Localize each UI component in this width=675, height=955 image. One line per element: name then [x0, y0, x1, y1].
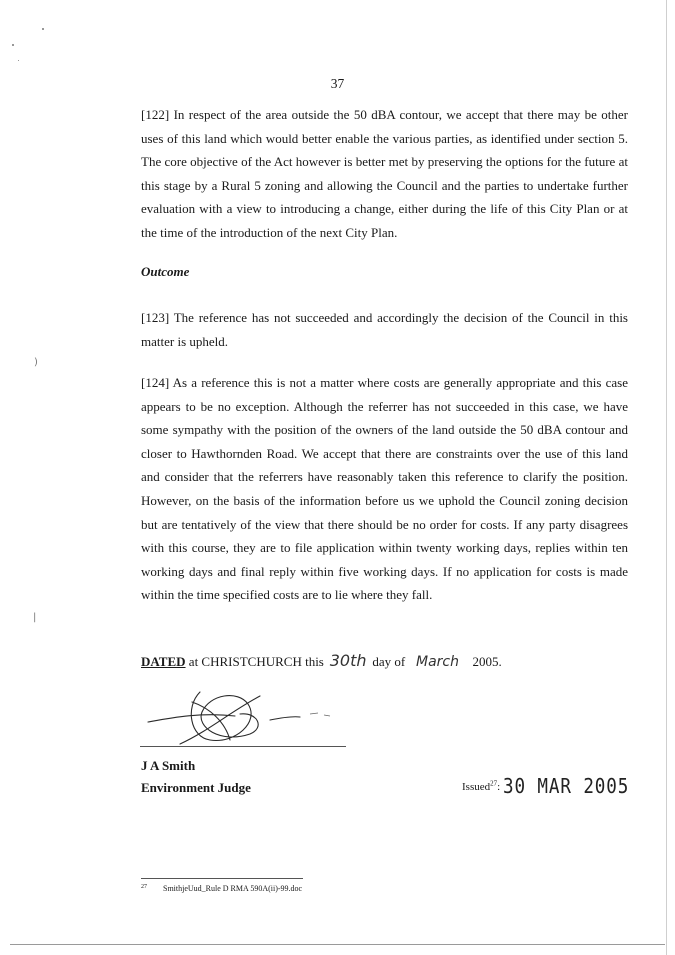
- scan-speck: [18, 60, 19, 61]
- dated-line: [141, 651, 502, 670]
- signatory-title: Environment Judge: [141, 780, 251, 795]
- footnote: [141, 884, 302, 893]
- scan-speck: [42, 28, 44, 30]
- paragraph-122: [122] In respect of the area outside the 50 dBA contour, we accept that there may be other uses of this land which would better enable the various parties, as identified under section 5. The core objective of the Act however is better met by preserving the options for the future at this stage by a Rural 5 zoning and allowing the Council and the parties to undertake further evaluation with a view to introducing a change, either during the life of this City Plan or at the time of the introduction of the next City Plan.: [141, 107, 628, 240]
- paragraph-124: [124] As a reference this is not a matter where costs are generally appropriate and this case appears to be no exception. Although the referrer has not succeeded in this case, we have some sympathy with the position of the owners of the land outside the 50 dBA contour and closer to Hawthornden Road. We accept that there are constraints over the use of this land and consider that the referrers have reasonably taken this reference to clarify the position. However, on the basis of the information before us we uphold the Council zoning decision but are tentatively of the view that there should be no order for costs. If any party disagrees with this course, they are to file application within twenty working days, replies within ten working days and final reply within five working days. If no application for costs is made within the time specified costs are to lie where they fall.: [141, 375, 628, 603]
- dated-place: at CHRISTCHURCH this: [185, 654, 328, 669]
- issued-label: Issued$^{27}$:: [462, 779, 503, 793]
- page-number: 37: [330, 76, 345, 91]
- page-bottom-edge: [10, 944, 665, 945]
- scan-speck: [12, 44, 14, 46]
- issued-date-stamp: 30 MAR 2005: [502, 774, 630, 798]
- signature-scribble: [140, 682, 350, 752]
- page-right-edge: [666, 0, 667, 955]
- dated-year: 2005.: [472, 654, 502, 669]
- paragraph-123: [123] The reference has not succeeded and accordingly the decision of the Council in this matter is upheld.: [141, 310, 628, 349]
- issued-stamp-block: [462, 774, 646, 798]
- signatory-name: J A Smith: [141, 758, 196, 773]
- footnote-rule: [141, 878, 303, 879]
- handwritten-day: 30th: [329, 651, 367, 670]
- margin-mark: |: [33, 612, 37, 623]
- footnote-number: 27: [141, 884, 147, 890]
- signature-line: [140, 746, 346, 747]
- dated-label: DATED: [141, 654, 186, 669]
- handwritten-month: March: [415, 654, 459, 670]
- footnote-text: SmithjeUud_Rule D RMA 590A(ii)-99.doc: [163, 884, 303, 893]
- issued-footnote-ref: 27: [490, 779, 498, 788]
- margin-mark: ): [34, 357, 38, 368]
- section-heading-outcome: Outcome: [141, 264, 190, 279]
- dated-middle: day of: [369, 654, 409, 669]
